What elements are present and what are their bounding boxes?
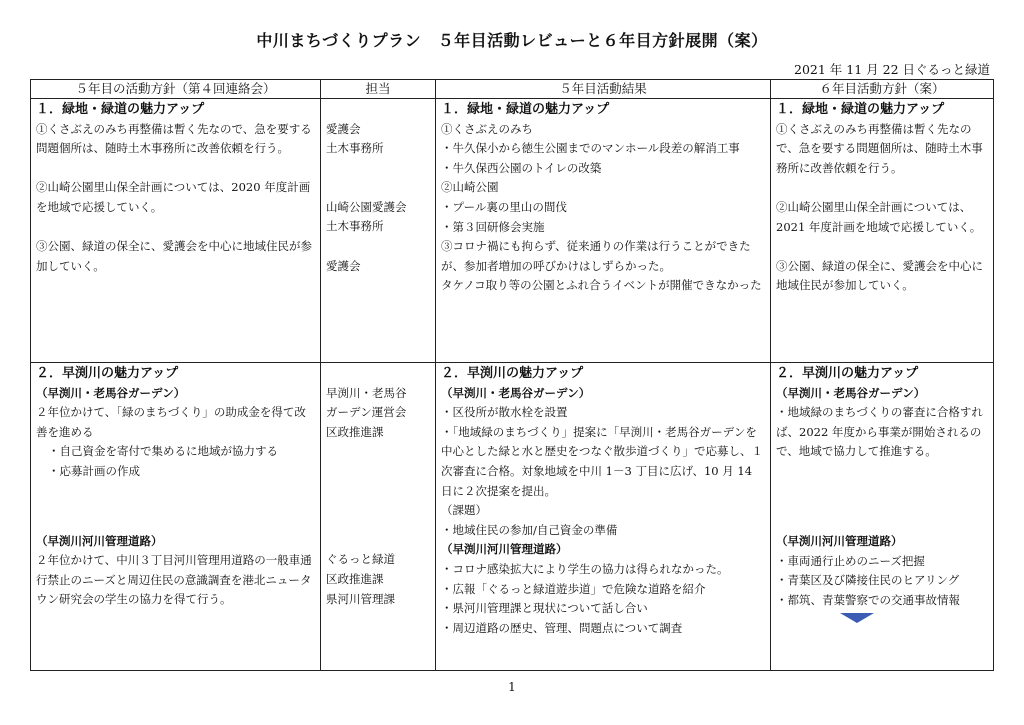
row2-plan-cell — [31, 363, 321, 671]
row2-owner-a1: 早渕川・老馬谷 — [326, 385, 407, 400]
row1-owner-b1: 山崎公園愛護会 — [326, 199, 407, 214]
row1-plan-item1: ①くさぶえのみち再整備は暫く先なので、急を要する問題個所は、随時土木事務所に改善依頼を行う。 — [36, 121, 312, 156]
row1-result-line4: ②山崎公園 — [441, 180, 499, 195]
row1-result-line3: ・牛久保西公園のトイレの改築 — [441, 160, 602, 175]
row2-next-heading: ２．早渕川の魅力アップ — [776, 366, 919, 381]
row2-next-line1: ・地域緑のまちづくりの審査に合格すれば、2022 年度から事業が開始されるので、地域で協力して推進する。 — [776, 405, 983, 459]
row2-result-cell — [436, 363, 771, 671]
row1-result-cell — [436, 99, 771, 363]
row2-plan-bullet2: ・応募計画の作成 — [48, 463, 140, 478]
row1-owner-a2: 土木事務所 — [326, 141, 384, 156]
column-header-next: ６年目活動方針（案） — [771, 80, 994, 99]
table-row — [31, 363, 994, 671]
row2-result-line1: ・区役所が散水栓を設置 — [441, 405, 568, 420]
row1-plan-item2: ②山崎公園里山保全計画については、2020 年度計画を地域で応援していく。 — [36, 180, 311, 214]
row2-plan-para2: ２年位かけて、中川３丁目河川管理用道路の一般車通行禁止のニーズと周辺住民の意識調査を港北ニュータウン研究会の学生の協力を得て行う。 — [36, 553, 312, 607]
row1-result-line5: ・プール裏の里山の間伐 — [441, 199, 567, 214]
plan-table — [30, 79, 994, 671]
row1-result-line8: タケノコ取り等の公園とふれ合うイベントが開催できなかった — [441, 278, 762, 293]
document-date: 2021 年 11 月 22 日ぐるっと緑道 — [794, 62, 990, 77]
table-row — [31, 99, 994, 363]
row1-owner-c1: 愛護会 — [326, 258, 361, 273]
row2-result-line6: ・広報「ぐるっと緑道遊歩道」で危険な道路を紹介 — [441, 581, 706, 596]
row2-owner-b1: ぐるっと緑道 — [326, 552, 395, 567]
row1-result-line6: ・第３回研修会実施 — [441, 219, 545, 234]
row2-plan-subheading2: （早渕川河川管理道路） — [36, 533, 163, 548]
row2-result-line3: （課題） — [441, 503, 487, 518]
continue-arrow-icon — [840, 613, 874, 623]
row1-next-item1: ①くさぶえのみち再整備は暫く先なので、急を要する問題個所は、随時土木事務所に改善依頼を行う。 — [776, 121, 983, 175]
row2-owner-a3: 区政推進課 — [326, 424, 384, 439]
row1-plan-heading: １．緑地・緑道の魅力アップ — [36, 102, 205, 117]
column-header-plan: ５年目の活動方針（第４回連絡会） — [31, 80, 321, 99]
row1-next-heading: １．緑地・緑道の魅力アップ — [776, 102, 945, 117]
row2-next-line4: ・都筑、青葉警察での交通事故情報 — [776, 592, 960, 607]
column-header-result: ５年目活動結果 — [436, 80, 771, 99]
row2-plan-para1: ２年位かけて、「緑のまちづくり」の助成金を得て改善を進める — [36, 405, 306, 439]
row2-result-subheading2: （早渕川河川管理道路） — [441, 542, 568, 557]
row1-owner-cell — [321, 99, 436, 363]
row1-result-line2: ・牛久保小から徳生公園までのマンホール段差の解消工事 — [441, 141, 740, 156]
page-number: 1 — [508, 680, 516, 694]
row1-owner-a1: 愛護会 — [326, 121, 361, 136]
row2-plan-subheading1: （早渕川・老馬谷ガーデン） — [36, 385, 186, 400]
row1-next-cell — [771, 99, 994, 363]
row2-result-heading: ２．早渕川の魅力アップ — [441, 366, 584, 381]
row2-owner-a2: ガーデン運営会 — [326, 405, 407, 420]
row2-result-line2: ・「地域緑のまちづくり」提案に「早渕川・老馬谷ガーデンを中心とした緑と水と歴史をつなぐ散歩道づくり」で応募し、１ 次審査に合格。対象地域を中川 1－3 丁目に広げ、10 月 14 日に２次提案を提出。 — [441, 424, 763, 498]
row2-owner-b3: 県河川管理課 — [326, 591, 395, 606]
row2-result-line8: ・周辺道路の歴史、管理、問題点について調査 — [441, 620, 683, 635]
row2-next-line3: ・青葉区及び隣接住民のヒアリング — [776, 573, 960, 588]
row2-next-line2: ・車両通行止めのニーズ把握 — [776, 553, 925, 568]
column-header-owner: 担当 — [321, 80, 436, 99]
row1-result-heading: １．緑地・緑道の魅力アップ — [441, 102, 610, 117]
row2-result-subheading1: （早渕川・老馬谷ガーデン） — [441, 385, 591, 400]
row1-plan-cell — [31, 99, 321, 363]
row1-owner-b2: 土木事務所 — [326, 219, 384, 234]
row2-plan-heading: ２．早渕川の魅力アップ — [36, 366, 179, 381]
row2-next-subheading2: （早渕川河川管理道路） — [776, 533, 903, 548]
row2-owner-b2: 区政推進課 — [326, 571, 384, 586]
row1-next-item2: ②山崎公園里山保全計画については、2021 年度計画を地域で応援していく。 — [776, 199, 982, 234]
row2-result-line7: ・県河川管理課と現状について話し合い — [441, 601, 648, 616]
row1-result-line1: ①くさぶえのみち — [441, 121, 533, 136]
document-title: 中川まちづくりプラン ５年目活動レビューと６年目方針展開（案） — [256, 31, 768, 50]
header-row — [31, 80, 994, 99]
row2-next-cell — [771, 363, 994, 671]
row1-result-line7: ③コロナ禍にも拘らず、従来通りの作業は行うことができたが、参加者増加の呼びかけはしずらかった。 — [441, 239, 751, 273]
row1-plan-item3: ③公園、緑道の保全に、愛護会を中心に地域住民が参加していく。 — [36, 239, 312, 273]
row2-plan-bullet1: ・自己資金を寄付で集めるに地域が協力する — [48, 444, 278, 459]
row2-owner-cell — [321, 363, 436, 671]
row2-result-line4: ・地域住民の参加/自己資金の準備 — [441, 522, 618, 537]
row2-next-subheading1: （早渕川・老馬谷ガーデン） — [776, 385, 926, 400]
row2-result-line5: ・コロナ感染拡大により学生の協力は得られなかった。 — [441, 561, 729, 576]
row1-next-item3: ③公園、緑道の保全に、愛護会を中心に地域住民が参加していく。 — [776, 258, 983, 293]
